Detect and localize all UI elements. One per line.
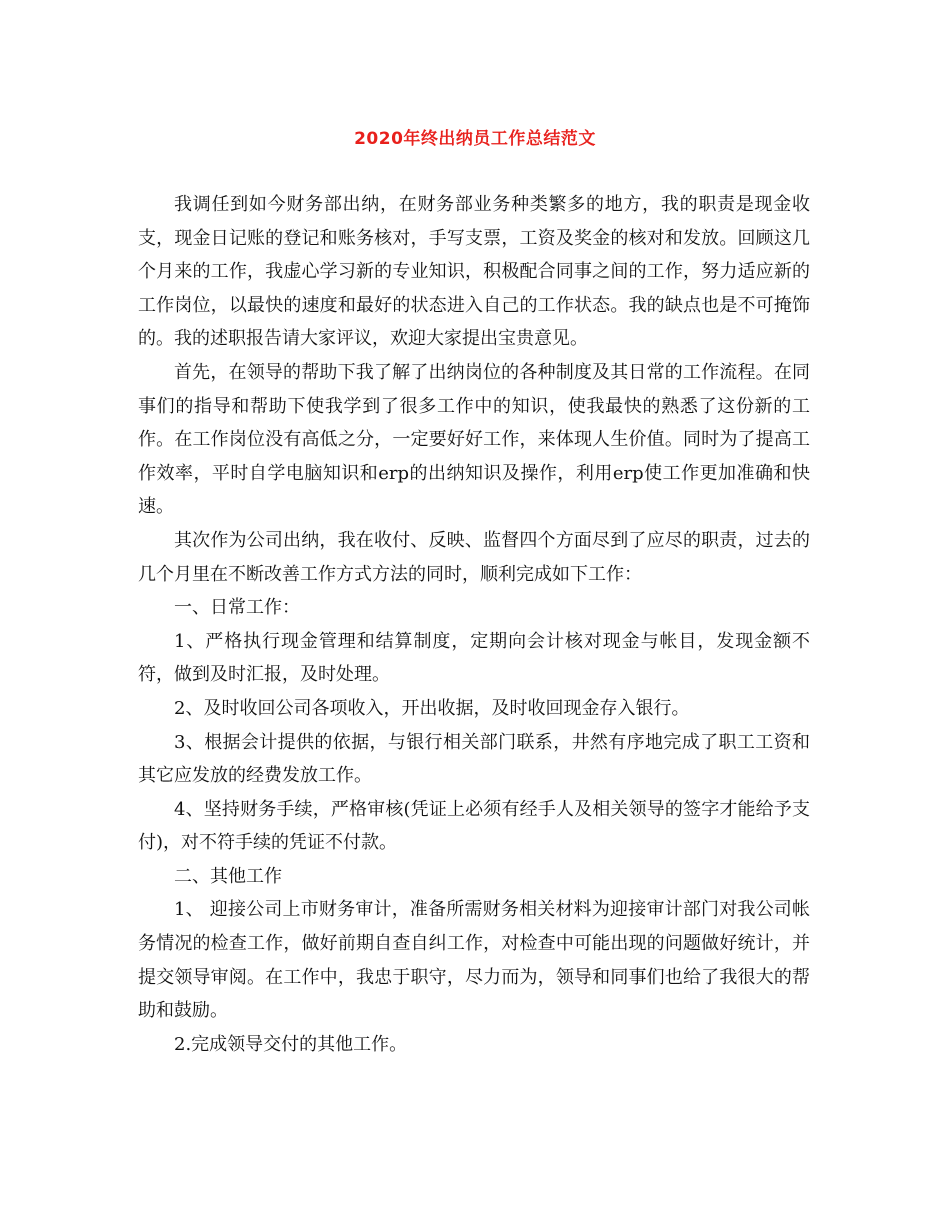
list-item: 2.完成领导交付的其他工作。 <box>174 1033 408 1055</box>
section-heading-daily-work: 一、日常工作： <box>174 597 300 619</box>
list-item: 2、及时收回公司各项收入，开出收据，及时收回现金存入银行。 <box>174 697 690 719</box>
document-body <box>138 188 810 1061</box>
section-heading-other-work: 二、其他工作 <box>174 865 282 887</box>
list-item: 1、 迎接公司上市财务审计，准备所需财务相关材料为迎接审计部门对我公司帐务情况的检查工作，做好前期自查自纠工作，对检查中可能出现的问题做好统计，并提交领导审阅。在工作中，我忠于职守，尽力而为，领导和同事们也给了我很大的帮助和鼓励。 <box>138 899 810 1022</box>
list-item: 4、坚持财务手续，严格审核(凭证上必须有经手人及相关领导的签字才能给予支付)，对不符手续的凭证不付款。 <box>138 798 810 854</box>
paragraph-second: 其次作为公司出纳，我在收付、反映、监督四个方面尽到了应尽的职责，过去的几个月里在不断改善工作方式方法的同时，顺利完成如下工作： <box>138 529 810 585</box>
paragraph-intro: 我调任到如今财务部出纳，在财务部业务种类繁多的地方，我的职责是现金收支，现金日记账的登记和账务核对，手写支票，工资及奖金的核对和发放。回顾这几个月来的工作，我虚心学习新的专业知识，积极配合同事之间的工作，努力适应新的工作岗位，以最快的速度和最好的状态进入自己的工作状态。我的缺点也是不可掩饰的。我的述职报告请大家评议，欢迎大家提出宝贵意见。 <box>138 194 810 350</box>
document-title: 2020年终出纳员工作总结范文 <box>354 129 596 149</box>
list-item: 1、严格执行现金管理和结算制度，定期向会计核对现金与帐目，发现金额不符，做到及时汇报，及时处理。 <box>138 630 810 686</box>
list-item: 3、根据会计提供的依据，与银行相关部门联系，井然有序地完成了职工工资和其它应发放的经费发放工作。 <box>138 731 810 787</box>
paragraph-first: 首先，在领导的帮助下我了解了出纳岗位的各种制度及其日常的工作流程。在同事们的指导和帮助下使我学到了很多工作中的知识，使我最快的熟悉了这份新的工作。在工作岗位没有高低之分，一定要好好工作，来体现人生价值。同时为了提高工作效率，平时自学电脑知识和erp的出纳知识及操作，利用erp使工作更加准确和快速。 <box>138 361 810 518</box>
